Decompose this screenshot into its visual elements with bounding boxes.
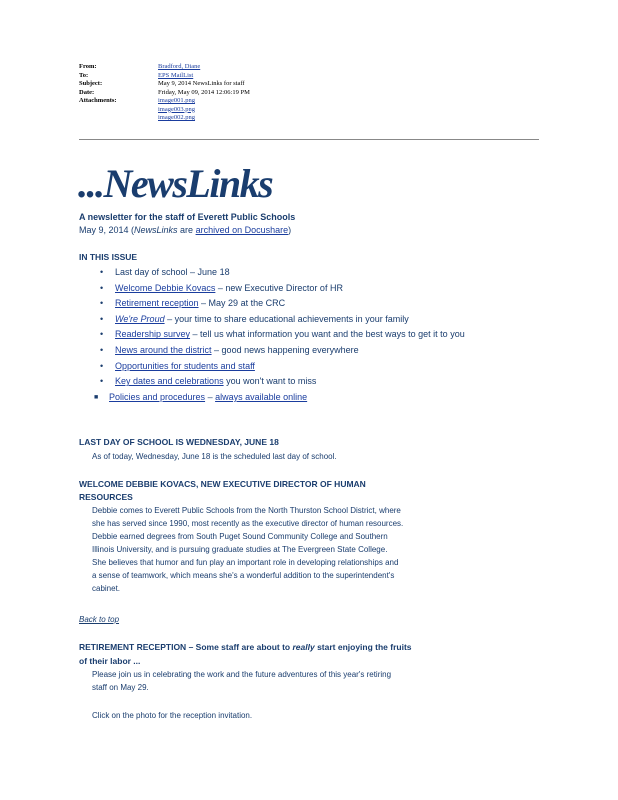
attachment-link[interactable]: image002.png bbox=[158, 114, 196, 121]
from-value[interactable]: Bradford, Diane bbox=[158, 63, 201, 70]
back-to-top-link[interactable]: Back to top bbox=[79, 615, 120, 624]
date-line-italic: NewsLinks bbox=[134, 225, 178, 235]
retirement-body bbox=[92, 668, 391, 694]
issue-item-text: – bbox=[205, 391, 216, 402]
body-line: Illinois University, and is pursuing graduate studies at The Evergreen State College. bbox=[92, 545, 388, 554]
in-this-issue-heading: IN THIS ISSUE bbox=[79, 252, 138, 262]
list-item bbox=[100, 296, 520, 312]
body-line: Debbie comes to Everett Public Schools from the North Thurston School District, where bbox=[92, 506, 401, 515]
date-value: Friday, May 09, 2014 12:06:19 PM bbox=[158, 88, 250, 96]
bullet-icon: • bbox=[100, 329, 104, 340]
bullet-icon: • bbox=[100, 313, 104, 324]
last-day-heading: LAST DAY OF SCHOOL IS WEDNESDAY, JUNE 18 bbox=[79, 437, 279, 447]
issue-item-text: you won't want to miss bbox=[223, 376, 317, 387]
subject-value: May 9, 2014 NewsLinks for staff bbox=[158, 80, 245, 87]
to-label: To: bbox=[79, 71, 89, 79]
list-item bbox=[100, 343, 520, 359]
body-line: she has served since 1990, most recently as the executive director of human resources. bbox=[92, 519, 404, 528]
newsletter-date-line bbox=[79, 224, 291, 237]
issue-list bbox=[94, 265, 520, 405]
subject-label: Subject: bbox=[79, 80, 103, 87]
to-value[interactable]: EPS MailList bbox=[158, 71, 194, 79]
attachment-link[interactable]: image003.png bbox=[158, 105, 196, 113]
body-line: cabinet. bbox=[92, 584, 121, 593]
issue-item-text: – tell us what information you want and the best ways to get it to you bbox=[190, 329, 465, 340]
bullet-icon: • bbox=[100, 267, 104, 277]
retirement-heading-cont: of their labor ... bbox=[79, 656, 141, 666]
attachments-label: Attachments: bbox=[79, 97, 117, 104]
bullet-icon: ■ bbox=[94, 393, 99, 401]
to-row bbox=[79, 72, 250, 81]
body-line: Debbie earned degrees from South Puget Sound Community College and Southern bbox=[92, 532, 388, 541]
issue-item-link[interactable]: Retirement reception bbox=[115, 298, 199, 309]
attachment-link[interactable]: image001.png bbox=[158, 97, 196, 104]
issue-item-link[interactable]: News around the district bbox=[115, 344, 212, 355]
issue-item-text: – May 29 at the CRC bbox=[198, 298, 286, 309]
date-label: Date: bbox=[79, 88, 95, 96]
attachment-list bbox=[158, 97, 195, 123]
header-divider bbox=[79, 139, 539, 140]
list-item bbox=[100, 312, 520, 328]
welcome-heading: WELCOME DEBBIE KOVACS, NEW EXECUTIVE DIRECTOR OF HUMAN bbox=[79, 479, 366, 489]
issue-item-link[interactable]: Readership survey bbox=[115, 329, 191, 340]
date-row bbox=[79, 89, 250, 98]
retirement-heading bbox=[79, 641, 412, 654]
retirement-heading-italic: really bbox=[292, 642, 315, 652]
retirement-heading-end: start enjoying the fruits bbox=[314, 642, 412, 652]
body-line: staff on May 29. bbox=[92, 683, 149, 692]
issue-item-link[interactable]: always available online bbox=[215, 391, 308, 402]
list-item bbox=[100, 359, 520, 375]
list-item bbox=[94, 390, 520, 406]
list-item bbox=[100, 374, 520, 390]
bullet-icon: • bbox=[100, 376, 104, 387]
retirement-click-line: Click on the photo for the reception invitation. bbox=[92, 711, 253, 720]
welcome-body bbox=[92, 504, 403, 595]
date-line-mid: are bbox=[177, 225, 196, 235]
retirement-heading-bold: RETIREMENT RECEPTION bbox=[79, 642, 187, 652]
date-line-prefix: May 9, 2014 ( bbox=[79, 225, 135, 235]
bullet-icon: • bbox=[100, 282, 104, 293]
issue-item-text: – your time to share educational achievements in your family bbox=[164, 313, 409, 324]
issue-item-text: – good news happening everywhere bbox=[211, 344, 359, 355]
subject-row bbox=[79, 80, 250, 89]
archive-link[interactable]: archived on Docushare bbox=[195, 225, 289, 235]
attachments-row bbox=[79, 97, 250, 123]
retirement-heading-rest: – Some staff are about to bbox=[186, 642, 293, 652]
issue-item-text: Last day of school – June 18 bbox=[115, 267, 230, 277]
newsletter-tagline: A newsletter for the staff of Everett Public Schools bbox=[79, 212, 296, 222]
issue-item-link[interactable]: We're Proud bbox=[115, 313, 165, 324]
bullet-icon: • bbox=[100, 360, 104, 371]
list-item bbox=[100, 327, 520, 343]
issue-item-link[interactable]: Key dates and celebrations bbox=[115, 376, 224, 387]
body-line: She believes that humor and fun play an important role in developing relationships and bbox=[92, 558, 399, 567]
issue-item-text: – new Executive Director of HR bbox=[215, 282, 343, 293]
email-header bbox=[79, 63, 250, 123]
date-line-suffix: ) bbox=[288, 225, 292, 235]
from-label: From: bbox=[79, 63, 97, 70]
newsletter-title: ...NewsLinks bbox=[78, 161, 273, 206]
issue-item-link[interactable]: Policies and procedures bbox=[109, 391, 206, 402]
body-line: a sense of teamwork, which means she's a wonderful addition to the superintendent's bbox=[92, 571, 395, 580]
issue-item-link[interactable]: Opportunities for students and staff bbox=[115, 360, 255, 371]
bullet-icon: • bbox=[100, 298, 104, 309]
welcome-heading-cont: RESOURCES bbox=[79, 492, 133, 502]
list-item bbox=[100, 265, 520, 281]
from-row bbox=[79, 63, 250, 72]
body-line: Please join us in celebrating the work and the future adventures of this year's retiring bbox=[92, 670, 392, 679]
list-item bbox=[100, 281, 520, 297]
last-day-body: As of today, Wednesday, June 18 is the scheduled last day of school. bbox=[92, 452, 337, 461]
issue-item-link[interactable]: Welcome Debbie Kovacs bbox=[115, 282, 216, 293]
bullet-icon: • bbox=[100, 344, 104, 355]
